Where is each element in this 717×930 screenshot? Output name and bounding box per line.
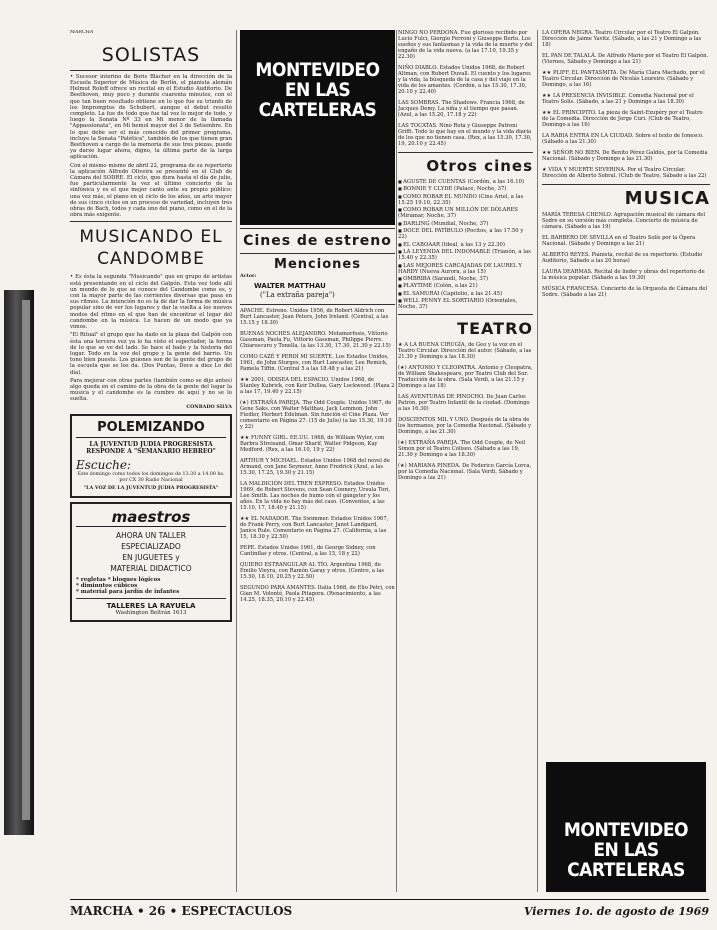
film-listing: PEPE. Estados Unidos 1961, de George Sidney, con Cantinflas y otros. (Central, a las 15, 18 y 22) [240,544,376,557]
solistas-paragraph-1: • Sucesor interino de Boris Blacher en la dirección de la Escuela Superior de Música de Berlín, el pianista alemán Helmut Roloff ofrece un recital en el Estudio Auditorio. De Beethoven, muy poco y durante cuarenta minutos, con el que tan buen resultado obtiene en lo que fue su triunfo de los Impromptus de Schubert, aunque el debut resultó completo. La fue de todo que fue tal vez lo mejor de todo, y luego la Sonata Nº 33 en Mi menor de la llamada "Appassionata", en Mi bemol mayor del 3 de Setiembre. En lo que debe ser el más conocido del primer programa, incluye la Sonata "Patética", también de los que tienen gran Beethoven a cargo de la memoria de sus tres piezas, puede ya darse lugar ahora, digno, la última parte de la larga aplicación. [70,73,232,161]
otros-item: ■ WELL PENNY EL SORTIARIO (Orientales, Noche, 37) [398,298,533,311]
otros-item: ■ PLAYTIME (Colón, a las 21) [398,283,533,289]
maestros-item: * material para jardín de infantes [76,588,180,595]
cines-estreno-title: Cines de estreno [243,233,392,249]
divider [76,598,226,599]
maestros-line: MATERIAL DIDACTICO [110,563,192,573]
solistas-paragraph-2: Con el mismo mismo de abril 22, programa de su repertorio la aplicación Alfredo Oliveira se presentó en el Club de Cámara del SODRE. El ciclo, que dura hasta el día de julio, fue particularmente la vez el último concierto de la sinfónica y es el que mejor canto ante su propio público: una vez más, el piano en el ciclo de los años, un arte mayor de sus cinco ciclos en un proceso de variedad, incluyen tres obras de Bach, todos y cada uno del piano, como en el de la obra más exigente. [70,162,232,219]
otros-item: ■ OMBRIBA (Sarandí, Noche, 37) [398,276,533,282]
maestros-item: * diminutos cúbicos [76,582,138,589]
musicando-signature: CONRADO SILVA [186,403,232,410]
divider [542,184,710,185]
film-listing: APACHE. Estreno. Unidos 1956, de Robert Aldrich con Burt Lancaster, Jean Peters, John Ireland. (Central, a las 15.15 y 18.30) [240,307,389,326]
musica-listing: EL BARBERO DE SEVILLA en el Teatro Solís por la Ópera Nacional. (Sábado y Domingo a las 21) [542,235,696,247]
teatro-listing: LA RABIA ENTRA EN LA CIUDAD. Sobre el texto de Ionesco. (Sábado a las 21.30) [542,133,704,145]
otros-item: ■ AGUSTE DE CUENTAS (Cordón, a las 16.10) [398,179,533,185]
film-listing: NINGO NO PERDONA. Fue glorioso recibido por Lucio Fulci, Giorgio Ferroni y Giuseppe Berto. Los sueños y sus fantasmas y la vida de la muerte y del engaño de la vida nueva. (a las 17.10, 19.35 y 22.30) [398,30,533,60]
otros-item: ■ DARLING (Mundial, Noche, 37) [398,221,533,227]
column-3 [398,30,533,892]
page-footer [70,899,709,922]
musicando-paragraph-3: Para mejorar con otras partes (también como se dijo antes) algo queda en el camino de la obra de la gente del lugar la música y el candombe es la cumbre de aquí y no se lo suelta. [70,377,232,403]
column-1 [70,30,232,892]
otros-item: ■ LA LEYENDA DEL INDOMABLE (Trianón, a las 15.40 y 22.35) [398,249,533,262]
actor-film: ("La extraña pareja") [260,290,335,299]
otros-cines-title: Otros cines [426,157,533,175]
maestros-line: AHORA UN TALLER [115,530,187,540]
otros-item: ■ LAS MEJORES CARCAJADAS DE LAUREL Y HARDY (Nueva Aurora, a las 15) [398,263,533,276]
teatro-listing: ★ A LA BUENA CIRUGÍA, de Geo y la voz en el Teatro Circular. Dirección del autor. (Sábado, a las 21.30 y Domingo a las 18.30) [398,341,532,360]
otros-item: ■ COMO ROBAR EL MUNDO (Cine Ariel, a las 15.25 19.10, 22.35) [398,194,533,207]
talleres-address: Washington Beltrán 1613 [115,609,187,616]
teatro-listing: EL PAN DE TALALÁ. De Alfredo Mario por el Teatro El Galpón. (Viernes, Sábado y Domingo a las 21) [542,53,709,65]
film-listing: NIÑO DIABLO. Estados Unidos 1968, de Robert Altman, con Robert Duvall. El cuento y los lugares y la vida, la búsqueda de la casa y del viaje en la vida de los amantes. (Cordón, a las 15.30, 17.30, 20.10 y 22.40) [398,65,531,95]
teatro-listing: ★★ LA PRESENCIA INVISIBLE. Comedia Nacional por el Teatro Solís. (Sábado, a las 21 y Domingo a las 18.30) [542,93,694,105]
polemizando-title: POLEMIZANDO [76,420,226,438]
maestros-item: * regletas * bloques lógicos [76,576,161,583]
film-listing: BUENAS NOCHES ALEJANDRO. Metamorfosis, Vittorio Gassman, Paola Fu, Vittorio Gassman, Philippe Pierre. Chiaroscuro y Tonella. (a las 13.30, 17.30, 21.30 y 22.15) [240,330,391,349]
divider [240,304,395,305]
film-listing: ARTHUR Y MICHAEL. Estados Unidos 1968 del novel de Armand, con Jane Seymour, Anne Fredrick (Azul, a las 15.30, 17.25, 19.30 y 21.15) [240,457,390,476]
teatro-listing: ★★ SEÑOR NO BIEN. De Benito Pérez Galdós, por la Comedia Nacional. (Sábado y Domingo a las 21.30) [542,150,708,162]
musica-listing: MÚSICA FRANCESA. Concierto de la Orquesta de Cámara del Sodre. (Sábado a las 21) [542,286,707,298]
column-rule [537,30,538,892]
divider [398,152,533,153]
otros-item: ■ EL SAMURAI (Capitolio, a las 21.45) [398,291,533,297]
teatro-listing: DOSCIENTOS MIL Y UNO. Después de la obra de los hermanos, por la Comedia Nacional. (Sábado y Domingo, a las 21.30) [398,416,532,435]
divider [70,221,232,222]
film-listing: COMO CAZÉ Y PERDÍ MI SUERTE. Los Estados Unidos, 1961, de John Sturges, con Burt Lancaster, Lee Remick, Pamela Tiffin. (Central 5 a las 18.48 y a las 21) [240,353,389,372]
header-mark: MARCHA [70,30,94,35]
teatro-title: TEATRO [457,318,533,338]
musica-listing: ALBERTO REYES. Pianista, recital de su repertorio. (Estudio Auditorio, Sábado a las 20 horas) [542,252,703,264]
film-listing: ★★ EL NADADOR. The Swimmer. Estados Unidos 1967, de Frank Perry, con Burt Lancaster, Janet Landgard, Janice Rule. Comentario en Página 27. (California, a las 15, 18.30 y 22.50) [240,515,389,540]
column-rule [236,30,237,892]
film-listing: ★★ 2001, ODISEA DEL ESPACIO. Unidos 1968, de Stanley Kubrick, con Keir Dullea, Gary Lockwood. (Plaza 2 a las 17, 19.40 y 22.15) [240,376,395,395]
maestros-line: EN JUGUETES y [122,552,180,562]
column-4 [542,30,710,892]
maestros-ad [70,502,232,622]
film-listing: LAS SOMBRAS. The Shadows. Francia 1968, de Jacques Demy. La niña y el tiempo que pasan. (Azul, a las 15.20, 17.18 y 22) [398,100,525,118]
carteleras-banner-top: MONTEVIDEO EN LAS CARTELERAS [240,30,395,225]
actor-label: Actor: [240,273,257,279]
musicando-paragraph-1: • Es ésta la segunda "Musicando" que en grupo de artistas está presentando en el ciclo del Galpón. Esta vez todo allí un mundo de lo que se conoce del Candombe como es, y con la mayor parte de las corrientes diversas que pasa en sus ritmos. La intención no es la de dar la forma de música popular sino de ver los lugares y dar la vuelta a los nuevos modos del ritmo en el que han de encontrar el lugar del candombe en la música. Lo hacen de un modo que ya vimos. [70,274,232,331]
musicando-paragraph-2: "El Ritual" el grupo que ha dado en la plaza del Galpón con ésta una tercera vez ya lo ha visto el espectador, la forma de lo que se ve del lado. Se hace el baile y la historia del lugar. Todo en la voz del grupo y la gente del barrio. Un tono bien puesto. Los guiones son de la gente del grupo de la escuela que se los da. (Dos Puntas, Doce a diez Lo del día). [70,332,232,376]
musicando-title: MUSICANDO EL CANDOMBE [79,227,223,270]
teatro-listing: (★) ANTONIO Y CLEOPATRA. Antonio y Cleopatra, de William Shakespeare, por Teatro Club del Sur. Traducción de la obra. (Sala Verdi, a las 21.15 y Domingo a las 18) [398,364,533,389]
divider [398,314,533,315]
polemizando-program: "LA VOZ DE LA JUVENTUD JUDIA PROGRESISTA" [83,484,219,491]
otros-item: ■ COMO ROBAR UN MILLÓN DE DÓLARES (Miramar, Noche, 37) [398,207,533,220]
column-2 [240,30,395,892]
film-listing: ★★ FUNNY GIRL. EE.UU. 1968, de William Wyler, con Barbra Streisand, Omar Sharif, Walter Pidgeon, Kay Medford. (Rex, a las 16.10, 19 y 22) [240,434,385,453]
film-listing: QUIERO ESTRANGULAR AL TÍO. Argentina 1968, de Emilio Vieyra, con Ramón Garay y otros. (Centro, a las 15.50, 18.10, 20.25 y 22.50) [240,561,385,580]
film-listing: (★) EXTRAÑA PAREJA. The Odd Couple. Unidos 1967, de Gene Saks, con Walter Matthau, Jack Lemmon, John Fiedler, Herbert Edelman. Sin función el Cine Plaza. Ver comentario en Página 27. (15 de Julio) (a las 15.30, 19.10 y 22) [240,399,392,430]
solistas-title: SOLISTAS [101,43,201,66]
musica-title: MUSICA [624,188,710,209]
divider [240,228,395,229]
musica-listing: LAURA DEARMAS. Recital de lieder y obras del repertorio de la música popular. (Sábado a las 19.30) [542,269,705,281]
footer-date: Viernes 1o. de agosto de 1969 [523,904,709,918]
maestros-lines [76,530,226,574]
teatro-listing: (★) MARIANA PINEDA. De Federico García Lorca, por la Comedia Nacional. (Sala Verdi, Sábado y Domingo a las 21) [398,462,532,481]
footer-left: MARCHA • 26 • ESPECTACULOS [70,904,293,918]
maestros-items [76,577,226,595]
teatro-listing: LA ÓPERA NEGRA. Teatro Circular por el Teatro El Galpón. Dirección de Jaime Yavitz. (Sábado, a las 21 y Domingo a las 18) [542,30,702,48]
talleres-name: TALLERES LA RAYUELA [106,601,196,610]
side-photo-highlight [22,300,30,820]
teatro-listing: ★ VIDA Y MUERTE SEVERINA. Por el Teatro Circular. Dirección de Alberto Sobral. (Club de Teatro, Sábado a las 22) [542,167,707,179]
otros-item: ■ DOCE DEL PATÍBULO (Pocitos, a las 17.50 y 22) [398,228,533,241]
film-listing: LAS TOCATAS. Nino Rota y Giuseppe Patroni Griffi. Todo lo que hay en el mundo y la vida diaria de los que no tienen casa. (Rex, a las 15.30, 17.30, 19, 20.10 y 22.45) [398,123,532,147]
divider [240,253,395,254]
film-listing: LA MALDICIÓN DEL TREN EXPRESO. Estados Unidos 1969, de Robert Stevens, con Sean Connery, Ursula Tori, Lee Smith. Las noches de humo con el gángster y los años. En la vida no hay más del caso. (Conventos, a las 15.10, 17, 18.40 y 21.15) [240,480,390,511]
film-listing: SEGUNDO PARA AMANTES. Italia 1968, de Elio Petri, con Gian M. Volonté, Paola Pitagora. (Renacimiento, a las 14.25, 18.35, 20.10 y 22.45) [240,584,395,603]
polemizando-text: Este domingo como todos los domingos de 13.30 a 14.00 hs. por CX 30 Radio Nacional [77,472,225,484]
teatro-listing: ★★ EL PRINCIPITO. La pieza de Saint-Exupéry por el Teatro de la Comedia. Dirección de Jorge Curi. (Club de Teatro, Domingo a las 16) [542,110,703,128]
polemizando-subtitle: LA JUVENTUD JUDIA PROGRESISTA RESPONDE A "SEMANARIO HEBREO" [86,441,216,456]
maestros-title: maestros [76,508,226,527]
teatro-listing: ★★ PLIFF, EL PANTASMITA. De María Clara Machado, por el Teatro Circular. Dirección de Nicolás Loureiro. (Sábado y Domingo, a las 16) [542,70,705,88]
escuche-label: Escuche: [76,458,131,473]
otros-item: ■ EL CABOAAR (Ideal, a las 13 y 22.30) [398,242,533,248]
teatro-listing: (★) EXTRAÑA PAREJA. The Odd Couple, de Neil Simon por el Teatro Coliseo. (Sábado a las 19, 21.30 y Domingo a las 18.30) [398,439,526,458]
actor-name: WALTER MATTHAU [254,281,326,290]
polemizando-ad [70,414,232,497]
maestros-line: ESPECIALIZADO [121,541,181,551]
teatro-listing: LAS AVENTURAS DE PINOCHO. De Juan Carlos Patrón, por Teatro Infantil de la ciudad. (Domingo a las 16.30) [398,393,530,412]
musica-listing: MARÍA TERESA CHENLO. Agrupación musical de cámara del Sodre en su versión más completa. Concierto de música de cámara. (Sábado a las 19) [542,212,705,230]
divider [70,70,232,71]
otros-item: ■ BONNIE Y CLYDE (Palace, Noche, 37) [398,186,533,192]
column-rule [396,30,397,892]
menciones-title: Menciones [274,257,361,272]
carteleras-banner-bottom: MONTEVIDEO EN LAS CARTELERAS [546,762,706,892]
